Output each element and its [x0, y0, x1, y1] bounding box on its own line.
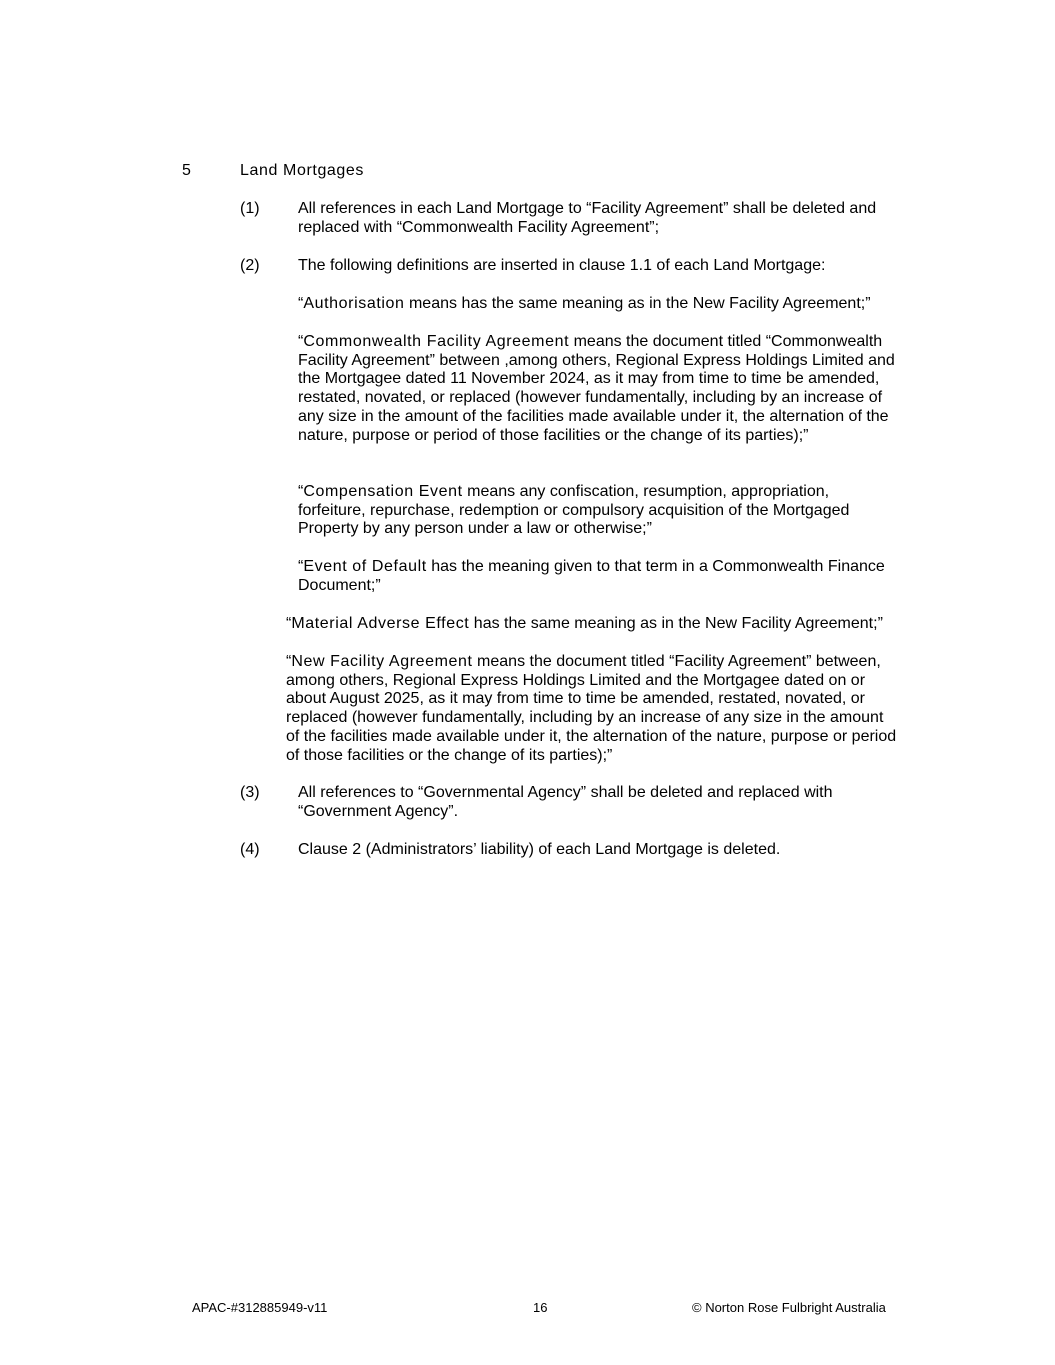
- footer-copyright: © Norton Rose Fulbright Australia: [692, 1300, 886, 1315]
- item-number-2: (2): [240, 257, 260, 274]
- definition-body: has the same meaning as in the New Facility Agreement;”: [469, 615, 883, 632]
- definition-new-facility-agreement: [286, 653, 898, 765]
- definition-term: Authorisation: [303, 295, 405, 312]
- definition-open-quote: “: [298, 483, 304, 500]
- item-number-4: (4): [240, 841, 260, 858]
- definition-open-quote: “: [286, 653, 292, 670]
- definition-body: means any confiscation, resumption, appropriation, forfeiture, repurchase, redemption or compulsory acquisition of the Mortgaged Property by any person under a law or otherwise;”: [298, 483, 850, 538]
- definition-commonwealth-facility-agreement: [298, 333, 898, 445]
- footer-page-number: 16: [533, 1300, 548, 1315]
- footer-document-reference: APAC-#312885949-v11: [192, 1300, 328, 1315]
- definition-compensation-event: [298, 483, 898, 539]
- item-text-2: The following definitions are inserted in clause 1.1 of each Land Mortgage:: [298, 257, 826, 274]
- definition-body: means the document titled “Facility Agreement” between, among others, Regional Express Holdings Limited and the Mortgagee dated on or about August 2025, as it may from time to time be amended, restated, novated, or replaced (however fundamentally, including by an increase of any size in the amount of the facilities made available under it, the alternation of the nature, purpose or period of those facilities or the change of its parties);”: [286, 653, 897, 764]
- definition-open-quote: “: [298, 295, 304, 312]
- definition-body: means the document titled “Commonwealth Facility Agreement” between ,among others, Regional Express Holdings Limited and the Mortgagee dated 11 November 2024, as it may from time to time be amended, restated, novated, or replaced (however fundamentally, including by an increase of any size in the amount of the facilities made available under it, the alternation of the nature, purpose or period of those facilities or the change of its parties);”: [298, 333, 895, 444]
- definition-open-quote: “: [286, 615, 292, 632]
- item-text-3: All references to “Governmental Agency” shall be deleted and replaced with “Government Agency”.: [298, 784, 833, 820]
- definition-term: Compensation Event: [303, 483, 463, 500]
- definition-material-adverse-effect: [286, 615, 898, 634]
- definition-event-of-default: [298, 558, 898, 595]
- section-number: 5: [182, 162, 192, 179]
- item-text-4: Clause 2 (Administrators’ liability) of each Land Mortgage is deleted.: [298, 841, 781, 858]
- definition-term: Material Adverse Effect: [291, 615, 470, 632]
- definition-term: Commonwealth Facility Agreement: [303, 333, 570, 350]
- definition-authorisation: [298, 295, 898, 314]
- definition-body: has the meaning given to that term in a Commonwealth Finance Document;”: [298, 558, 885, 594]
- section-title: Land Mortgages: [240, 162, 365, 179]
- item-number-3: (3): [240, 784, 260, 801]
- item-text-1: All references in each Land Mortgage to “Facility Agreement” shall be deleted and replaced with “Commonwealth Facility Agreement”;: [298, 200, 877, 236]
- definition-term: New Facility Agreement: [291, 653, 473, 670]
- definition-open-quote: “: [298, 333, 304, 350]
- item-number-1: (1): [240, 200, 260, 217]
- definition-body: means has the same meaning as in the New Facility Agreement;”: [404, 295, 871, 312]
- definition-term: Event of Default: [303, 558, 427, 575]
- definition-open-quote: “: [298, 558, 304, 575]
